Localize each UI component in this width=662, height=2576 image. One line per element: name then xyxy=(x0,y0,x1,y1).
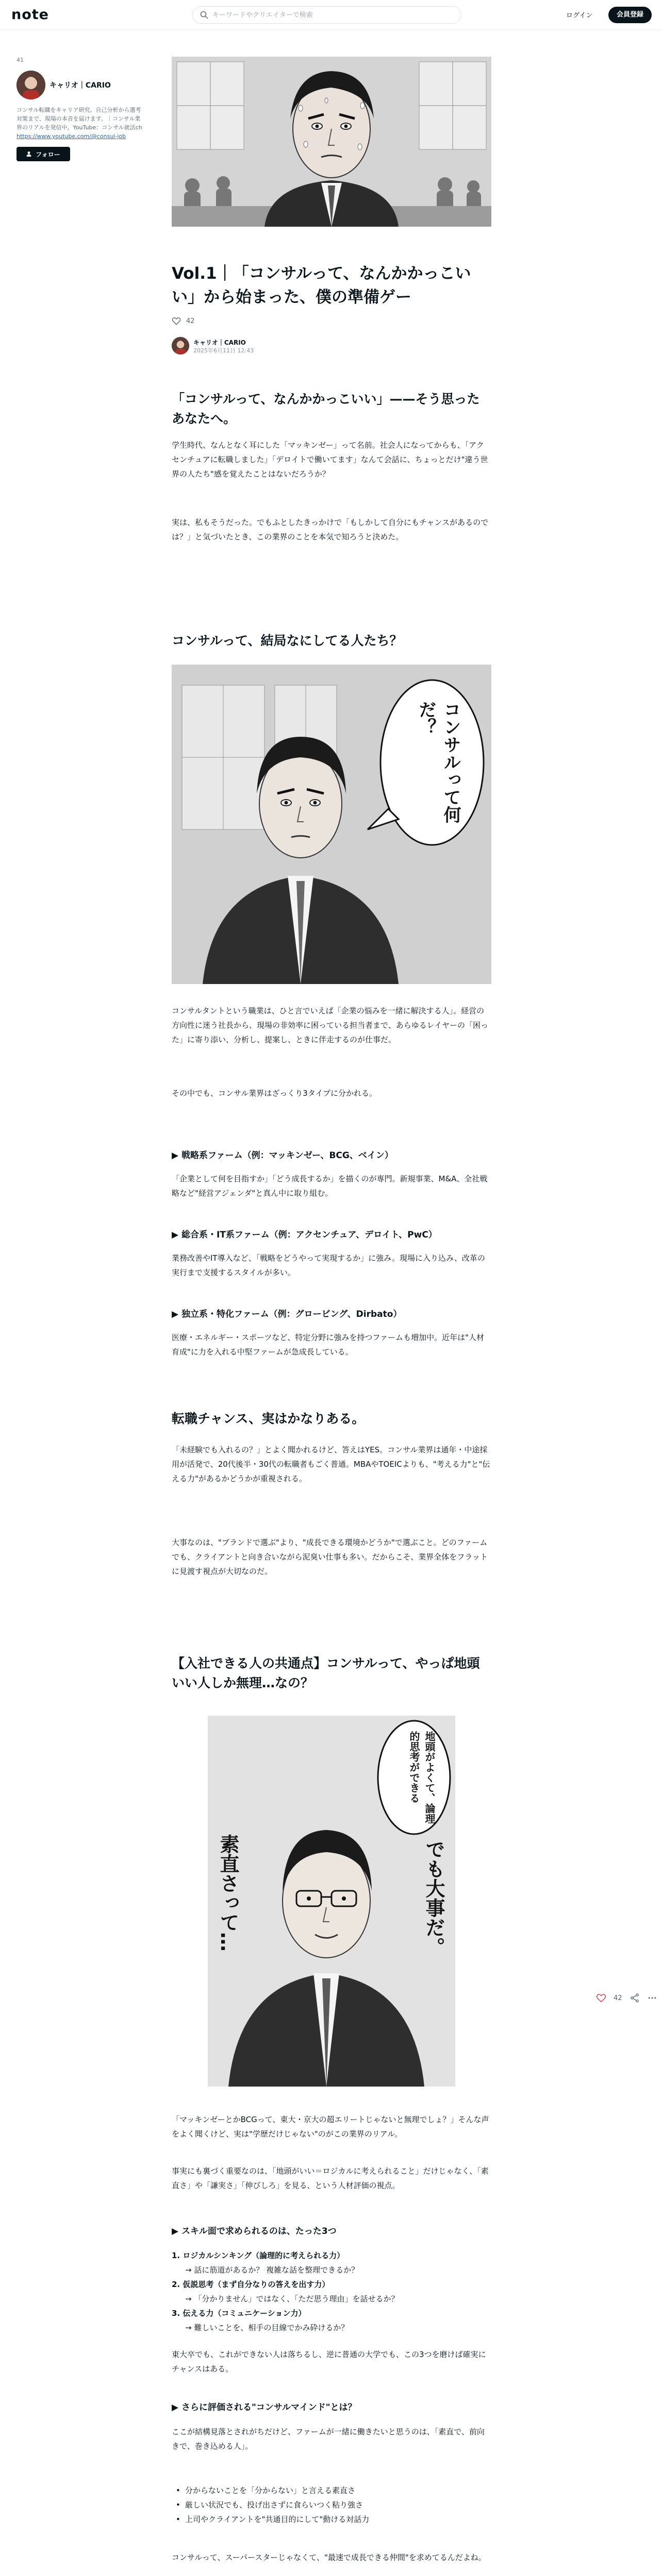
floating-like-count: 42 xyxy=(614,1994,622,2002)
article-title: Vol.1｜「コンサルって、なんかかっこいい」から始まった、僕の準備ゲー xyxy=(172,264,471,307)
heart-icon[interactable] xyxy=(172,316,181,326)
paragraph: 「未経験でも入れるの？」とよく聞かれるけど、答えはYES。コンサル業界は通年・中途採用が活発で、20代後半・30代の転職者もごく普通。MBAやTOEICよりも、"考える力"と"伝える力"があるかどうかが重視される。 xyxy=(172,1445,490,1483)
follow-label: フォロー xyxy=(36,150,60,158)
user-plus-icon xyxy=(26,151,32,157)
paragraph: ここが結構見落とされがちだけど、ファームが一緒に働きたいと思うのは、「素直で、前向きで、巻き込める人」。 xyxy=(172,2427,485,2451)
share-icon[interactable] xyxy=(630,1993,640,2003)
paragraph: 事実にも裏づく重要なのは、「地頭がいい＝ロジカルに考えられること」だけじゃなく、「素直さ」や「謙実さ」「伸びしろ」を見る、という人材評価の視点。 xyxy=(172,2166,489,2190)
caption-text: 素直さって… xyxy=(217,1834,239,1952)
paragraph: 学生時代、なんとなく耳にした「マッキンゼー」って名前。社会人になってからも、「アクセンチュアに転職しました」「デロイトで働いてます」なんて会話に、ちょっとだけ"違う世界の人たち"感を覚えたことはないだろうか？ xyxy=(172,440,488,479)
creator-link[interactable]: https://www.youtube.com/@consul-job xyxy=(16,133,126,140)
like-bar-top xyxy=(172,315,195,327)
paragraph: コンサルタントという職業は、ひと言でいえば「企業の悩みを一緒に解決する人」。経営の方向性に迷う社長から、現場の非効率に困っている担当者まで、あらゆるレイヤーの「困った」に寄り添い、分析し、提案し、ときに伴走するのが仕事だ。 xyxy=(172,1006,488,1044)
creator-name[interactable]: キャリオ｜CARIO xyxy=(49,81,111,90)
caption-text: でも大事だ。 xyxy=(422,1839,445,1957)
section-heading-chance: 転職チャンス、実はかなりある。 xyxy=(172,1411,365,1426)
section-heading-what: コンサルって、結局なにしてる人たち？ xyxy=(172,633,403,648)
creator-panel xyxy=(16,57,145,161)
list-item: • 分からないことを「分からない」と言える素直さ xyxy=(172,2483,491,2498)
mind-heading: ▶ さらに評価される"コンサルマインド"とは？ xyxy=(172,2402,357,2413)
paragraph: 「企業として何を目指すか」「どう成長するか」を描くのが専門。新規事業、M&A、全社戦略など"経営アジェンダ"と真ん中に取り組む。 xyxy=(172,1174,488,1198)
paragraph: その中でも、コンサル業界はざっくり3タイプに分かれる。 xyxy=(172,1089,377,1098)
list-item: → 話に筋道があるか？ 複雑な話を整理できるか？ xyxy=(185,2265,359,2275)
creator-bio-text: コンサル転職をキャリア研究。自己分析から選考対策まで、現場の本音を届けます。｜コンサル業界のリアルを発信中。YouTube：コンサル就活ch xyxy=(16,107,142,131)
speech-bubble-text: コンサルって何だ？ xyxy=(416,701,461,823)
paragraph: 医療・エネルギー・スポーツなど、特定分野に強みを持つファームも増加中。近年は"人材育成"に力を入れる中堅ファームが急成長している。 xyxy=(172,1333,485,1357)
speech-bubble-text: 地頭がよくて、論理的思考ができる xyxy=(408,1731,436,1824)
search-box[interactable] xyxy=(192,6,461,24)
signup-button[interactable]: 会員登録 xyxy=(608,7,652,23)
illustration-glasses-consultant xyxy=(208,1716,455,2087)
skills-list xyxy=(172,2248,491,2335)
publish-date: 2025年6月11日 12:43 xyxy=(193,347,254,354)
type-heading-general: ▶ 総合系・IT系ファーム（例：アクセンチュア、デロイト、PwC） xyxy=(172,1230,437,1240)
more-icon[interactable] xyxy=(647,1993,657,2003)
type-heading-strategy: ▶ 戦略系ファーム（例：マッキンゼー、BCG、ベイン） xyxy=(172,1150,393,1161)
like-count: 42 xyxy=(186,317,195,325)
section-heading-common-traits: 【入社できる人の共通点】コンサルって、やっぱ地頭いい人しか無理…なの？ xyxy=(172,1656,480,1690)
list-item: • 上司やクライアントを"共通目的にして"動ける対話力 xyxy=(172,2512,491,2527)
paragraph: 業務改善やIT導入など、「戦略をどうやって実現するか」に強み。現場に入り込み、改革の実行まで支援するスタイルが多い。 xyxy=(172,1253,485,1277)
creator-count: 41 xyxy=(16,57,24,63)
login-link[interactable]: ログイン xyxy=(566,12,593,20)
skills-heading: ▶ スキル面で求められるのは、たった3つ xyxy=(172,2226,337,2236)
note-logo[interactable]: note xyxy=(11,7,49,23)
list-item: 2. 仮説思考（まず自分なりの答えを出す力） xyxy=(172,2280,330,2289)
list-item: → 「分かりません」ではなく、「ただ思う理由」を話せるか？ xyxy=(185,2294,399,2303)
list-item: → 難しいことを、相手の目線でかみ砕けるか？ xyxy=(185,2323,349,2332)
paragraph: 東大卒でも、これができない人は落ちるし、逆に普通の大学でも、この3つを磨けば確実にチャンスはある。 xyxy=(172,2350,486,2374)
hero-illustration xyxy=(172,57,491,227)
site-header xyxy=(0,0,662,30)
paragraph: 大事なのは、"ブランドで選ぶ"より、"成長できる環境かどうか"で選ぶこと。どのファームでも、クライアントと向き合いながら泥臭い仕事も多い。だからこそ、業界全体をフラットに見渡す視点が大切なのだ。 xyxy=(172,1538,488,1576)
author-name[interactable]: キャリオ｜CARIO xyxy=(193,339,246,346)
paragraph: 実は、私もそうだった。でもふとしたきっかけで「もしかして自分にもチャンスがあるのでは？」と気づいたとき、この業界のことを本気で知ろうと決めた。 xyxy=(172,518,489,541)
follow-button[interactable] xyxy=(16,147,70,161)
search-input[interactable] xyxy=(212,7,455,23)
section-heading-intro: 「コンサルって、なんかかっこいい」——そう思ったあなたへ。 xyxy=(172,392,480,426)
author-row xyxy=(172,337,378,355)
author-avatar[interactable] xyxy=(172,337,189,354)
illustration-consultant-question xyxy=(172,665,491,984)
type-heading-boutique: ▶ 独立系・特化ファーム（例：グロービング、Dirbato） xyxy=(172,1309,402,1319)
list-item: 3. 伝える力（コミュニケーション力） xyxy=(172,2309,306,2318)
list-item: • 厳しい状況でも、投げ出さずに食らいつく粘り強さ xyxy=(172,2498,491,2512)
mind-list xyxy=(172,2483,491,2527)
paragraph: 「マッキンゼーとかBCGって、東大・京大の超エリートじゃないと無理でしょ？」そんな声をよく聞くけど、実は"学歴だけじゃない"のがこの業界のリアル。 xyxy=(172,2115,489,2139)
list-item: 1. ロジカルシンキング（論理的に考えられる力） xyxy=(172,2251,345,2260)
paragraph: コンサルって、スーパースターじゃなくて、"最速で成長できる仲間"を求めてるんだよね。 xyxy=(172,2553,486,2562)
heart-icon[interactable] xyxy=(596,1993,606,2003)
creator-bio xyxy=(16,106,145,141)
search-icon xyxy=(200,11,208,19)
creator-avatar[interactable] xyxy=(16,71,45,99)
floating-action-bar xyxy=(596,1993,657,2003)
